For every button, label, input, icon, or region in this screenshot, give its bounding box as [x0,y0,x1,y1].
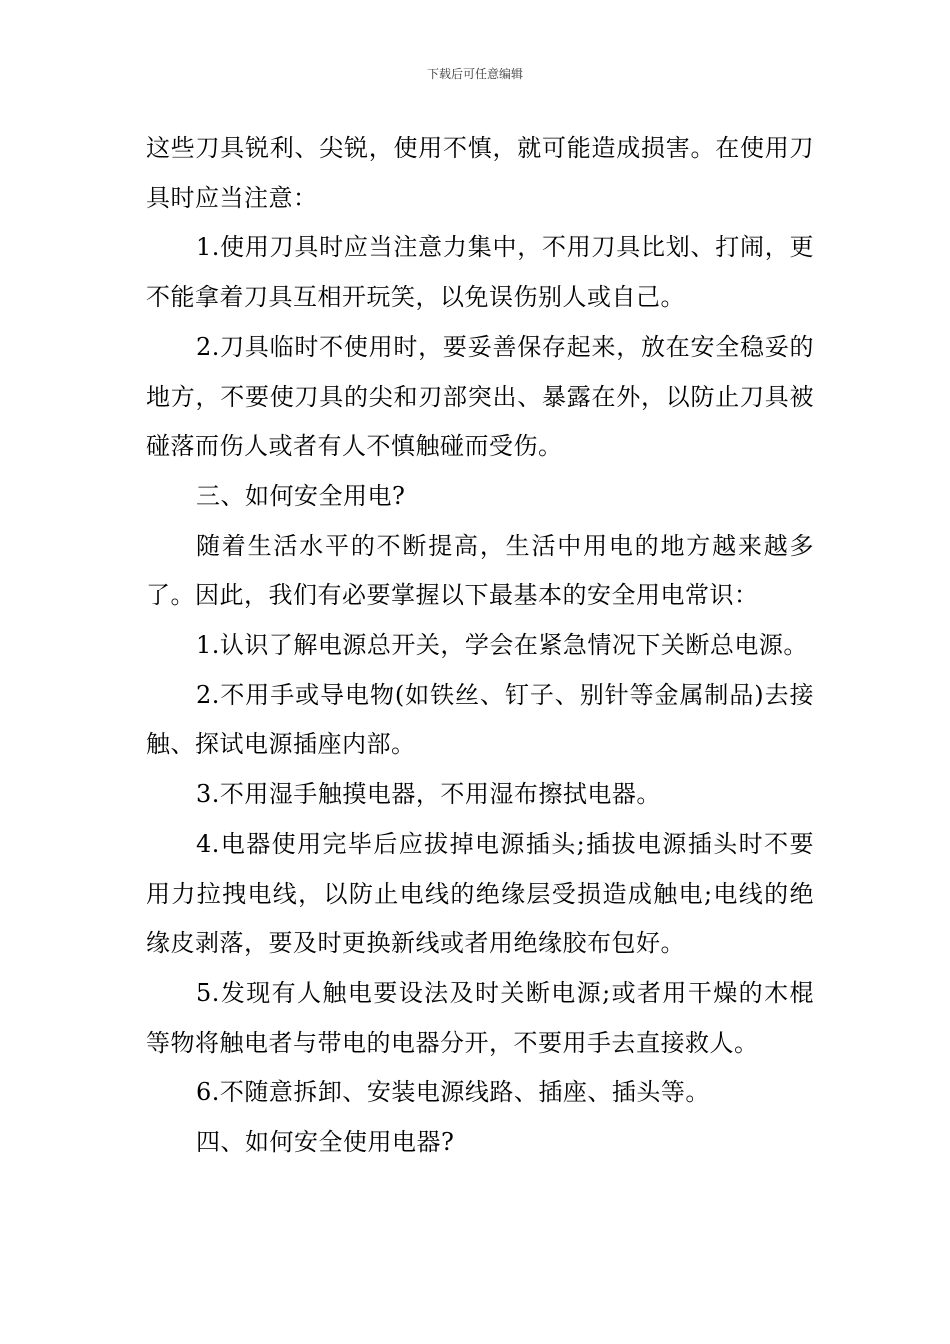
paragraph-electricity-rule-2: 2.不用手或导电物(如铁丝、钉子、别针等金属制品)去接触、探试电源插座内部。 [146,680,814,759]
paragraph-electricity-rule-4: 4.电器使用完毕后应拔掉电源插头;插拔电源插头时不要用力拉拽电线，以防止电线的绝缘层受损造成触电;电线的绝缘皮剥落，要及时更换新线或者用绝缘胶布包好。 [146,829,814,958]
document-body [146,124,814,1168]
page-header-note: 下载后可任意编辑 [426,67,523,81]
paragraph-knife-rule-2: 2.刀具临时不使用时，要妥善保存起来，放在安全稳妥的地方，不要使刀具的尖和刃部突出、暴露在外，以防止刀具被碰落而伤人或者有人不慎触碰而受伤。 [146,332,814,461]
section-heading-appliances: 四、如何安全使用电器? [196,1128,455,1157]
paragraph-electricity-intro: 随着生活水平的不断提高，生活中用电的地方越来越多了。因此，我们有必要掌握以下最基本的安全用电常识： [146,531,814,610]
paragraph-electricity-rule-5: 5.发现有人触电要设法及时关断电源;或者用干燥的木棍等物将触电者与带电的电器分开，不要用手去直接救人。 [146,978,814,1057]
paragraph-electricity-rule-1: 1.认识了解电源总开关，学会在紧急情况下关断总电源。 [196,631,808,660]
paragraph-knife-rule-1: 1.使用刀具时应当注意力集中，不用刀具比划、打闹，更不能拿着刀具互相开玩笑，以免误伤别人或自己。 [146,233,814,312]
paragraph-electricity-rule-3: 3.不用湿手触摸电器，不用湿布擦拭电器。 [196,780,661,809]
paragraph-electricity-rule-6: 6.不随意拆卸、安装电源线路、插座、插头等。 [196,1078,710,1107]
paragraph-knife-intro: 这些刀具锐利、尖锐，使用不慎，就可能造成损害。在使用刀具时应当注意： [146,134,814,212]
section-heading-electricity: 三、如何安全用电? [196,481,406,510]
